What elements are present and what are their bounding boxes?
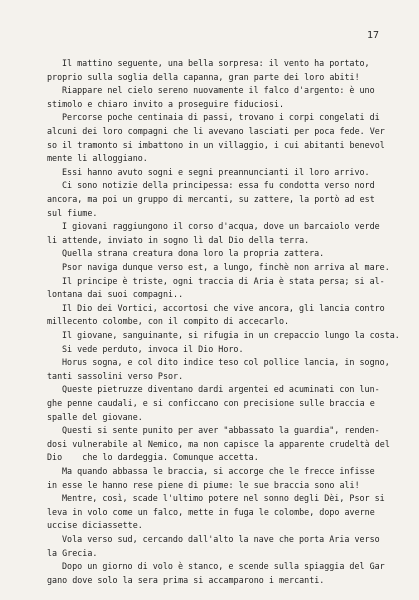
text-line: Il mattino seguente, una bella sorpresa: il vento ha portato, bbox=[62, 58, 370, 68]
text-line: Percorse poche centinaia di passi, trovano i corpi congelati di bbox=[62, 112, 380, 123]
page-number: 17 bbox=[367, 30, 380, 41]
text-line: ghe penne caudali, e si conficcano con precisione sulle braccia e bbox=[47, 398, 375, 408]
text-line: lontana dai suoi compagni.. bbox=[47, 289, 184, 300]
text-line: leva in volo come un falco, mette in fuga le colombe, dopo averne bbox=[47, 506, 375, 517]
text-line: uccise diciassette. bbox=[47, 520, 143, 531]
text-line: ancora, ma poi un gruppo di mercanti, su zattere, la portò ad est bbox=[47, 194, 375, 204]
text-line: millecento colombe, con il compito di accecarlo. bbox=[47, 316, 290, 327]
text-line: alcuni dei loro compagni che li avevano lasciati per poca fede. Ver bbox=[47, 126, 385, 136]
text-line: I giovani raggiungono il corso d'acqua, dove un barcaiolo verde bbox=[62, 221, 380, 232]
text-line: Il Dio dei Vortici, accortosi che vive ancora, gli lancia contro bbox=[62, 302, 385, 313]
text-line: Questi si sente punito per aver "abbassato la guardia", renden- bbox=[62, 425, 380, 436]
text-line: stimolo e chiaro invito a proseguire fiduciosi. bbox=[47, 98, 284, 109]
text-line: tanti sassolini verso Psor. bbox=[47, 370, 184, 381]
text-line: Quella strana creatura dona loro la propria zattera. bbox=[62, 248, 325, 259]
text-line: Queste pietruzze diventano dardi argentei ed acuminati con lun- bbox=[62, 384, 380, 395]
text-line: li attende, inviato in sogno lì dal Dio della terra. bbox=[47, 234, 310, 245]
text-line: Vola verso sud, cercando dall'alto la nave che porta Aria verso bbox=[62, 534, 380, 544]
text-line: dosi vulnerabile al Nemico, ma non capisce la apparente crudeltà del bbox=[47, 438, 390, 449]
text-line: Il principe è triste, ogni traccia di Aria è stata persa; si al- bbox=[62, 275, 385, 286]
text-line: in esse le hanno rese piene di piume: le sue braccia sono ali! bbox=[47, 479, 360, 490]
text-line: sul fiume. bbox=[47, 207, 98, 218]
text-line: mente li alloggiano. bbox=[47, 153, 148, 164]
text-line: Dopo un giorno di volo è stanco, e scende sulla spiaggia del Gar bbox=[62, 561, 385, 572]
text-line: spalle del giovane. bbox=[47, 411, 143, 422]
text-line: Mentre, così, scade l'ultimo potere nel sonno degli Dèi, Psor si bbox=[62, 493, 385, 504]
text-line: Horus sogna, e col dito indice teso col pollice lancia, in sogno, bbox=[62, 357, 390, 368]
text-line: Ci sono notizie della principessa: essa fu condotta verso nord bbox=[62, 180, 375, 191]
text-line: proprio sulla soglia della capanna, gran parte dei loro abiti! bbox=[47, 71, 360, 82]
text-line: Psor naviga dunque verso est, a lungo, finchè non arriva al mare. bbox=[62, 262, 390, 272]
text-line: so il tramonto si imbattono in un villaggio, i cui abitanti benevol bbox=[47, 139, 385, 150]
text-line: la Grecia. bbox=[47, 547, 98, 558]
text-line: Riappare nel cielo sereno nuovamente il falco d'argento: è uno bbox=[62, 85, 375, 96]
text-line: Ma quando abbassa le braccia, si accorge che le frecce infisse bbox=[62, 466, 375, 476]
text-line: gano dove solo la sera prima si accamparono i mercanti. bbox=[47, 574, 325, 585]
text-line: Essi hanno avuto sogni e segni preannuncianti il loro arrivo. bbox=[62, 166, 370, 177]
text-line: Si vede perduto, invoca il Dio Horo. bbox=[62, 343, 244, 354]
text-line: Dio che lo dardeggia. Comunque accetta. bbox=[47, 452, 259, 463]
text-line: Il giovane, sanguinante, si rifugia in un crepaccio lungo la costa. bbox=[62, 330, 400, 340]
